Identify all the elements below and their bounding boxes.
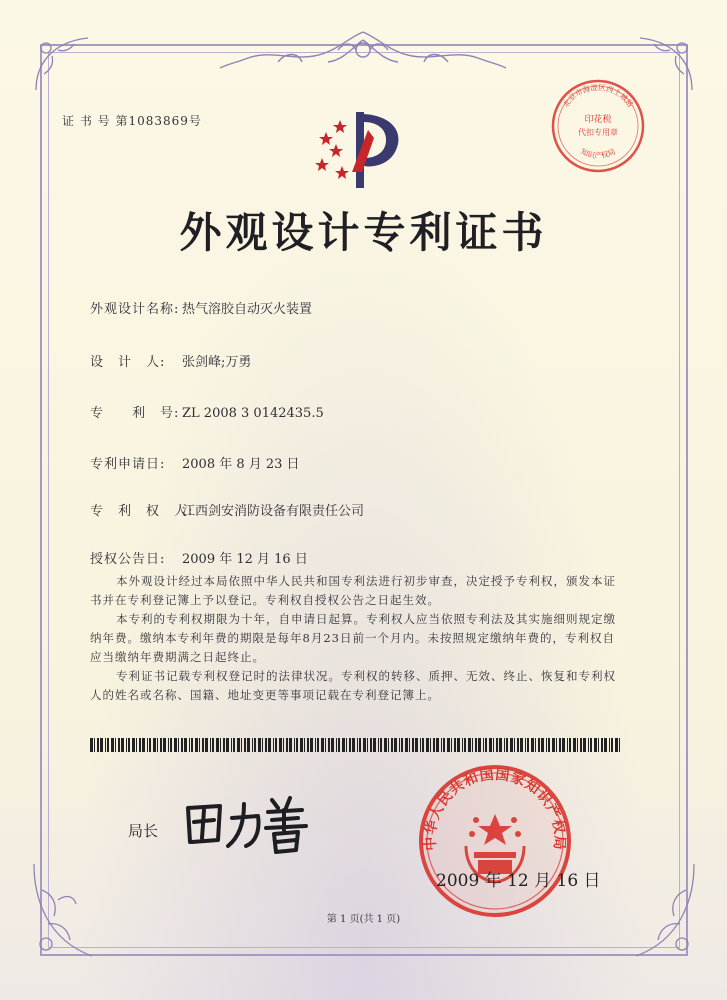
field-label: 设 计 人: <box>90 355 166 370</box>
barcode-bar <box>342 738 345 752</box>
svg-text:中华人民共和国国家知识产权局: 中华人民共和国国家知识产权局 <box>422 766 568 852</box>
barcode-bar <box>412 738 414 752</box>
signature-icon <box>180 790 320 860</box>
barcode-bar <box>233 738 235 752</box>
barcode-bar <box>520 738 523 752</box>
barcode-bar <box>157 738 158 752</box>
barcode-bar <box>94 738 95 752</box>
barcode-bar <box>97 738 99 752</box>
barcode-bar <box>609 738 610 752</box>
svg-text:印花税: 印花税 <box>584 115 612 125</box>
barcode-bar <box>436 738 439 752</box>
barcode-bar <box>510 738 513 752</box>
barcode-bar <box>268 738 271 752</box>
barcode-bar <box>321 738 324 752</box>
barcode-bar <box>594 738 597 752</box>
field-value: 江西剑安消防设备有限责任公司 <box>182 504 365 519</box>
barcode-bar <box>121 738 124 752</box>
barcode-bar <box>496 738 498 752</box>
barcode-bar <box>580 738 582 752</box>
barcode-bar <box>328 738 330 752</box>
top-ornament-icon <box>218 28 508 72</box>
barcode-bar <box>286 738 288 752</box>
barcode-bar <box>273 738 274 752</box>
barcode-bar <box>451 738 452 752</box>
barcode-bar <box>588 738 589 752</box>
barcode-bar <box>100 738 103 752</box>
barcode-bar <box>454 738 456 752</box>
barcode-bar <box>352 738 355 752</box>
barcode-bar <box>168 738 169 752</box>
certificate-number: 证 书 号 第1083869号 <box>62 114 202 128</box>
barcode-bar <box>367 738 368 752</box>
barcode-bar <box>300 738 303 752</box>
svg-text:知识产权局: 知识产权局 <box>579 146 617 160</box>
field-designer <box>90 351 251 370</box>
field-patent-number <box>90 402 324 421</box>
barcode-bar <box>126 738 127 752</box>
svg-text:北京市海淀区西土城路: 北京市海淀区西土城路 <box>561 82 635 109</box>
barcode-bar <box>464 738 466 752</box>
barcode-bar <box>527 738 529 752</box>
barcode-bar <box>394 738 397 752</box>
barcode-bar <box>615 738 618 752</box>
barcode-bar <box>538 738 540 752</box>
barcode-bar <box>105 738 106 752</box>
field-value: 张剑峰;万勇 <box>182 355 252 370</box>
barcode-bar <box>346 738 347 752</box>
barcode-bar <box>191 738 193 752</box>
barcode-bar <box>205 738 208 752</box>
paragraph-term: 本专利的专利权期限为十年，自申请日起算。专利权人应当依照专利法及其实施细则规定缴纳年费。缴纳本专利年费的期限是每年8月23日前一个月内。未按照规定缴纳年费的，专利权自应当缴纳年费期满之日起终止。 <box>90 612 616 664</box>
barcode-bar <box>433 738 435 752</box>
barcode-bar <box>160 738 162 752</box>
barcode-bar <box>556 738 557 752</box>
barcode-bar <box>262 738 263 752</box>
barcode-bar <box>546 738 547 752</box>
barcode-bar <box>170 738 172 752</box>
barcode-bar <box>231 738 232 752</box>
barcode-bar <box>559 738 561 752</box>
barcode-bar <box>604 738 607 752</box>
barcode-bar <box>195 738 198 752</box>
barcode-bar <box>420 738 421 752</box>
barcode-bar <box>541 738 544 752</box>
field-application-date <box>90 453 300 472</box>
field-value: 2008 年 8 月 23 日 <box>182 457 300 472</box>
barcode-bar <box>357 738 358 752</box>
barcode-bar <box>247 738 250 752</box>
field-label: 专 利 号: <box>90 406 180 421</box>
barcode-bar <box>577 738 578 752</box>
barcode-bar <box>189 738 190 752</box>
barcode-bar <box>128 738 130 752</box>
barcode-bar <box>401 738 403 752</box>
field-value: ZL 2008 3 0142435.5 <box>182 406 324 421</box>
barcode-bar <box>504 738 505 752</box>
barcode-bar <box>409 738 410 752</box>
barcode-bar <box>90 738 93 752</box>
barcode-bar <box>275 738 277 752</box>
barcode-bar <box>283 738 284 752</box>
barcode-bar <box>310 738 313 752</box>
barcode-bar <box>107 738 109 752</box>
barcode-bar <box>391 738 393 752</box>
paragraph-legal-status: 专利证书记载专利权登记时的法律状况。专利权的转移、质押、无效、终止、恢复和专利权人的姓名或名称、国籍、地址变更等事项记载在专利登记簿上。 <box>90 669 616 702</box>
barcode-bar <box>447 738 450 752</box>
barcode-bar <box>136 738 137 752</box>
page-number: 第 1 页(共 1 页) <box>326 914 401 925</box>
barcode-bar <box>499 738 502 752</box>
paragraph-grant: 本外观设计经过本局依照中华人民共和国专利法进行初步审查，决定授予专利权，颁发本证书并在专利登记簿上予以登记。专利权自授权公告之日起生效。 <box>90 574 616 607</box>
barcode-bar <box>279 738 282 752</box>
field-design-name <box>90 298 312 317</box>
barcode-bar <box>304 738 305 752</box>
corner-ornament-top-left-icon <box>32 34 92 94</box>
svg-text:代扣专用章: 代扣专用章 <box>578 128 618 137</box>
barcode-bar <box>590 738 592 752</box>
tax-stamp-seal <box>548 76 648 176</box>
barcode-bar <box>531 738 534 752</box>
barcode-bar <box>399 738 400 752</box>
barcode-bar <box>485 738 487 752</box>
certificate-body <box>90 572 620 705</box>
barcode-bar <box>517 738 519 752</box>
barcode-bar <box>601 738 603 752</box>
barcode-bar <box>241 738 242 752</box>
sipo-logo-icon <box>312 108 408 192</box>
barcode-bar <box>443 738 445 752</box>
barcode-bar <box>237 738 240 752</box>
barcode-bar <box>294 738 295 752</box>
barcode-bar <box>258 738 261 752</box>
barcode-bar <box>296 738 298 752</box>
barcode-bar <box>569 738 571 752</box>
barcode-bar <box>514 738 515 752</box>
barcode-bar <box>184 738 187 752</box>
barcode-bar <box>174 738 177 752</box>
barcode-bar <box>462 738 463 752</box>
barcode-bar <box>118 738 120 752</box>
barcode-bar <box>552 738 555 752</box>
field-grant-date <box>90 548 308 567</box>
barcode-bar <box>147 738 148 752</box>
official-seal <box>416 762 574 920</box>
barcode-bar <box>315 738 316 752</box>
barcode-bar <box>430 738 431 752</box>
barcode-bar <box>149 738 151 752</box>
barcode-bar <box>181 738 183 752</box>
field-label: 授权公告日: <box>90 552 166 567</box>
barcode <box>90 738 620 752</box>
barcode-bar <box>252 738 253 752</box>
barcode-bar <box>370 738 372 752</box>
barcode-bar <box>210 738 211 752</box>
barcode-bar <box>244 738 246 752</box>
barcode-bar <box>478 738 481 752</box>
barcode-bar <box>199 738 200 752</box>
barcode-bar <box>483 738 484 752</box>
barcode-bar <box>373 738 376 752</box>
barcode-bar <box>415 738 418 752</box>
issue-date: 2009 年 12 月 16 日 <box>436 871 601 891</box>
barcode-bar <box>378 738 379 752</box>
barcode-bar <box>212 738 214 752</box>
barcode-bar <box>178 738 179 752</box>
barcode-bar <box>338 738 340 752</box>
barcode-bar <box>475 738 477 752</box>
barcode-bar <box>317 738 319 752</box>
barcode-bar <box>611 738 613 752</box>
barcode-bar <box>153 738 156 752</box>
barcode-bar <box>349 738 351 752</box>
barcode-bar <box>325 738 326 752</box>
barcode-bar <box>525 738 526 752</box>
barcode-bar <box>202 738 204 752</box>
field-value: 2009 年 12 月 16 日 <box>182 552 308 567</box>
field-value: 热气溶胶自动灭火装置 <box>182 302 313 317</box>
field-label: 外观设计名称: <box>90 302 180 317</box>
barcode-bar <box>441 738 442 752</box>
barcode-bar <box>573 738 576 752</box>
barcode-bar <box>426 738 429 752</box>
barcode-bar <box>457 738 460 752</box>
field-label: 专 利 权 人: <box>90 504 194 519</box>
barcode-bar <box>535 738 536 752</box>
field-label: 专利申请日: <box>90 457 166 472</box>
barcode-bar <box>562 738 565 752</box>
barcode-bar <box>493 738 494 752</box>
barcode-bar <box>265 738 267 752</box>
barcode-bar <box>472 738 473 752</box>
barcode-bar <box>111 738 114 752</box>
barcode-bar <box>384 738 387 752</box>
barcode-bar <box>254 738 256 752</box>
barcode-bar <box>307 738 309 752</box>
chief-label: 局长 <box>128 822 159 840</box>
barcode-bar <box>363 738 366 752</box>
barcode-bar <box>422 738 424 752</box>
barcode-bar <box>115 738 116 752</box>
barcode-bar <box>598 738 599 752</box>
barcode-bar <box>380 738 382 752</box>
barcode-bar <box>226 738 229 752</box>
barcode-bar <box>142 738 145 752</box>
barcode-bar <box>223 738 225 752</box>
barcode-bar <box>468 738 471 752</box>
barcode-bar <box>567 738 568 752</box>
barcode-bar <box>220 738 221 752</box>
field-patentee <box>90 500 364 519</box>
barcode-bar <box>583 738 586 752</box>
barcode-bar <box>388 738 389 752</box>
barcode-bar <box>331 738 334 752</box>
barcode-bar <box>489 738 492 752</box>
barcode-bar <box>163 738 166 752</box>
barcode-bar <box>139 738 141 752</box>
barcode-bar <box>359 738 361 752</box>
barcode-bar <box>216 738 219 752</box>
barcode-bar <box>548 738 550 752</box>
barcode-bar <box>132 738 135 752</box>
barcode-bar <box>336 738 337 752</box>
barcode-bar <box>405 738 408 752</box>
barcode-bar <box>506 738 508 752</box>
barcode-bar <box>289 738 292 752</box>
barcode-bar <box>619 738 620 752</box>
page-title: 外观设计专利证书 <box>179 208 548 257</box>
